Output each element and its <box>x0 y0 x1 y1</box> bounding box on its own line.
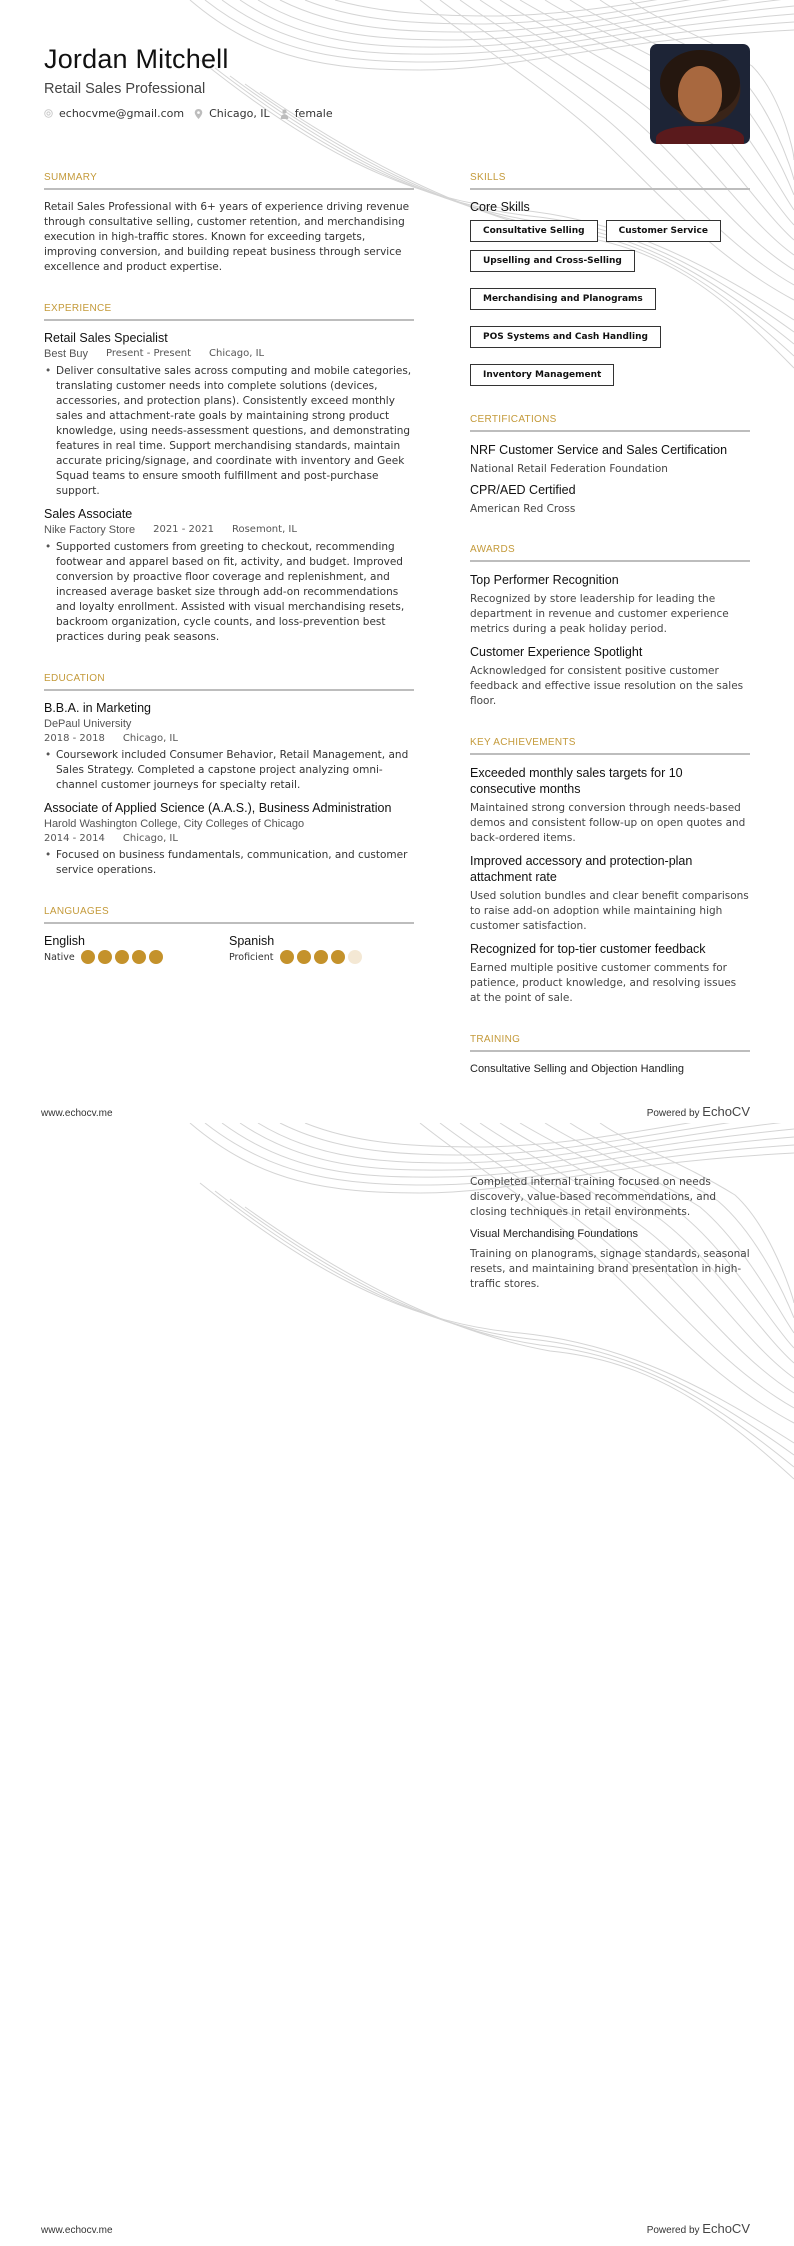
rating-dot-filled <box>314 950 328 964</box>
job-location: Chicago, IL <box>209 348 265 359</box>
language-name: English <box>44 934 85 948</box>
footer-powered-by <box>647 2221 750 2236</box>
languages-heading: LANGUAGES <box>44 906 414 924</box>
skills-section <box>470 172 750 386</box>
powered-by-label: Powered by <box>646 2225 700 2236</box>
language-level: Native <box>44 951 75 963</box>
award-name: Top Performer Recognition <box>470 573 619 587</box>
rating-dot-filled <box>98 950 112 964</box>
education-heading: EDUCATION <box>44 673 414 691</box>
contact-location <box>194 107 270 120</box>
resume-page-2 <box>0 1123 794 2246</box>
contact-location-value: Chicago, IL <box>209 107 270 120</box>
rating-dot-empty <box>348 950 362 964</box>
language-item <box>44 934 229 964</box>
right-column-continued <box>470 1175 750 1299</box>
skills-group-title: Core Skills <box>470 200 530 214</box>
achievement-name: Exceeded monthly sales targets for 10 consecutive months <box>470 766 683 796</box>
rating-dot-filled <box>149 950 163 964</box>
education-location: Chicago, IL <box>122 833 178 844</box>
education-bullet: • Focused on business fundamentals, communication, and customer service operations. <box>44 848 414 878</box>
education-section <box>44 673 414 878</box>
award-description: Acknowledged for consistent positive customer feedback and effective issue resolution on the sales floor. <box>470 665 744 707</box>
experience-item <box>44 507 414 645</box>
experience-heading: EXPERIENCE <box>44 303 414 321</box>
training-item <box>470 1062 750 1076</box>
achievements-heading: KEY ACHIEVEMENTS <box>470 737 750 755</box>
skill-tag: Upselling and Cross-Selling <box>470 250 635 272</box>
summary-text: Retail Sales Professional with 6+ years of experience driving revenue through consultative selling, customer retention, and merchandising execution in high-traffic stores. Known for exceeding targets, improving conversion, and building repeat business through service excellence and product expertise. <box>44 201 410 273</box>
education-school: DePaul University <box>44 718 132 730</box>
rating-dot-filled <box>331 950 345 964</box>
training-description: Training on planograms, signage standards, seasonal resets, and maintaining brand presentation in high-traffic stores. <box>470 1248 750 1290</box>
education-dates: 2014 - 2014 <box>44 833 105 844</box>
language-rating <box>81 950 163 964</box>
job-dates: Present - Present <box>106 348 192 359</box>
skill-tag: Inventory Management <box>470 364 614 386</box>
education-degree: B.B.A. in Marketing <box>44 701 151 715</box>
award-name: Customer Experience Spotlight <box>470 645 643 659</box>
job-bullet: • Deliver consultative sales across computing and mobile categories, translating customer needs into complete solutions (devices, accessories, and protection plans). Consistently exceed monthly sales and attachment-rate goals by maintaining strong product knowledge, using needs-assessment questions, and demonstrating features in real time. Support merchandising standards, maintain accurate pricing/signage, and coordinate with inventory and Geek Squad teams to ensure smooth fulfillment and post-purchase support. <box>44 364 414 499</box>
rating-dot-filled <box>297 950 311 964</box>
contact-gender <box>280 107 333 120</box>
education-bullets <box>44 748 414 793</box>
footer-website-link[interactable]: www.echocv.me <box>41 1108 113 1119</box>
education-bullet: • Coursework included Consumer Behavior, Retail Management, and Sales Strategy. Completed a capstone project analyzing omni-channel customer journeys for specialty retail. <box>44 748 414 793</box>
photo-shoulders <box>656 126 744 144</box>
languages-section <box>44 906 414 964</box>
brand-name[interactable]: EchoCV <box>702 1104 750 1119</box>
rating-dot-filled <box>115 950 129 964</box>
achievement-item <box>470 765 750 846</box>
award-description: Recognized by store leadership for leading the department in revenue and customer experience metrics during a peak holiday period. <box>470 593 729 635</box>
language-level-row <box>229 950 414 964</box>
education-meta <box>44 733 414 744</box>
education-item <box>44 701 414 793</box>
contact-gender-value: female <box>294 107 333 120</box>
achievement-description: Used solution bundles and clear benefit comparisons to raise add-on adoption while maintaining high customer satisfaction. <box>470 890 749 932</box>
education-school: Harold Washington College, City Colleges of Chicago <box>44 818 305 830</box>
training-heading: TRAINING <box>470 1034 750 1052</box>
training-section <box>470 1034 750 1076</box>
summary-heading: SUMMARY <box>44 172 414 190</box>
contact-list <box>44 107 604 120</box>
education-dates: 2018 - 2018 <box>44 733 105 744</box>
skill-tag: POS Systems and Cash Handling <box>470 326 661 348</box>
skill-tag: Merchandising and Planograms <box>470 288 656 310</box>
award-item <box>470 572 750 637</box>
job-company: Best Buy <box>44 348 89 360</box>
skills-heading: SKILLS <box>470 172 750 190</box>
skill-tag: Consultative Selling <box>470 220 598 242</box>
job-company: Nike Factory Store <box>44 524 136 536</box>
education-bullets <box>44 848 414 878</box>
achievement-name: Improved accessory and protection-plan attachment rate <box>470 854 693 884</box>
education-degree: Associate of Applied Science (A.A.S.), Business Administration <box>44 801 392 815</box>
footer-powered-by <box>647 1104 750 1119</box>
resume-header <box>44 44 604 120</box>
achievement-item <box>470 941 750 1006</box>
language-level: Proficient <box>229 951 274 963</box>
brand-name[interactable]: EchoCV <box>702 2221 750 2236</box>
award-item <box>470 644 750 709</box>
powered-by-label: Powered by <box>646 1108 700 1119</box>
candidate-role: Retail Sales Professional <box>44 81 206 97</box>
awards-section <box>470 544 750 709</box>
contact-email[interactable] <box>44 107 184 120</box>
certification-issuer: American Red Cross <box>470 503 576 515</box>
job-meta <box>44 348 414 360</box>
candidate-name: Jordan Mitchell <box>44 44 229 74</box>
experience-item <box>44 331 414 499</box>
training-name: Consultative Selling and Objection Handling <box>470 1063 685 1075</box>
page-footer <box>41 1104 750 1119</box>
training-item <box>470 1227 750 1292</box>
education-item <box>44 801 414 878</box>
language-name: Spanish <box>229 934 275 948</box>
certification-item <box>470 482 750 516</box>
profile-photo <box>650 44 750 144</box>
awards-heading: AWARDS <box>470 544 750 562</box>
training-description: Completed internal training focused on needs discovery, value-based recommendations, and closing techniques in retail environments. <box>470 1176 717 1218</box>
at-icon <box>44 109 53 118</box>
job-bullets <box>44 540 414 645</box>
achievement-description: Earned multiple positive customer comments for patience, product knowledge, and resolving issues at the point of sale. <box>470 962 737 1004</box>
page-footer <box>41 2221 750 2236</box>
footer-website-link[interactable]: www.echocv.me <box>41 2225 113 2236</box>
certifications-section <box>470 414 750 516</box>
job-position: Sales Associate <box>44 507 133 521</box>
location-pin-icon <box>194 109 203 118</box>
language-level-row <box>44 950 229 964</box>
certification-issuer: National Retail Federation Foundation <box>470 463 668 475</box>
certifications-heading: CERTIFICATIONS <box>470 414 750 432</box>
job-dates: 2021 - 2021 <box>153 524 214 535</box>
summary-section <box>44 172 414 275</box>
job-bullets <box>44 364 414 499</box>
education-meta <box>44 833 414 844</box>
rating-dot-filled <box>132 950 146 964</box>
certification-item <box>470 442 750 476</box>
job-position: Retail Sales Specialist <box>44 331 168 345</box>
rating-dot-filled <box>280 950 294 964</box>
job-bullet: • Supported customers from greeting to checkout, recommending footwear and apparel based on fit, activity, and budget. Improved conversion by proactive floor coverage and replenishment, and increased average basket size through add-on recommendations and loyalty enrollment. Assisted with visual merchandising resets, backroom organization, cycle counts, and loss-prevention best practices during peak seasons. <box>44 540 414 645</box>
right-column <box>470 172 750 1104</box>
experience-section <box>44 303 414 645</box>
achievement-item <box>470 853 750 934</box>
left-column <box>44 172 414 992</box>
language-item <box>229 934 414 964</box>
certification-name: CPR/AED Certified <box>470 483 576 497</box>
job-location: Rosemont, IL <box>231 524 297 535</box>
certification-name: NRF Customer Service and Sales Certification <box>470 443 728 457</box>
photo-face <box>678 66 722 122</box>
languages-list <box>44 934 414 964</box>
rating-dot-filled <box>81 950 95 964</box>
skills-tag-list <box>470 220 750 386</box>
job-meta <box>44 524 414 536</box>
language-rating <box>280 950 362 964</box>
skill-tag: Customer Service <box>606 220 721 242</box>
education-location: Chicago, IL <box>122 733 178 744</box>
training-name: Visual Merchandising Foundations <box>470 1228 638 1240</box>
achievement-name: Recognized for top-tier customer feedback <box>470 942 706 956</box>
achievements-section <box>470 737 750 1006</box>
contact-email-value: echocvme@gmail.com <box>59 107 185 120</box>
achievement-description: Maintained strong conversion through needs-based demos and consistent follow-up on open quotes and back-ordered items. <box>470 802 746 844</box>
person-icon <box>280 109 289 118</box>
